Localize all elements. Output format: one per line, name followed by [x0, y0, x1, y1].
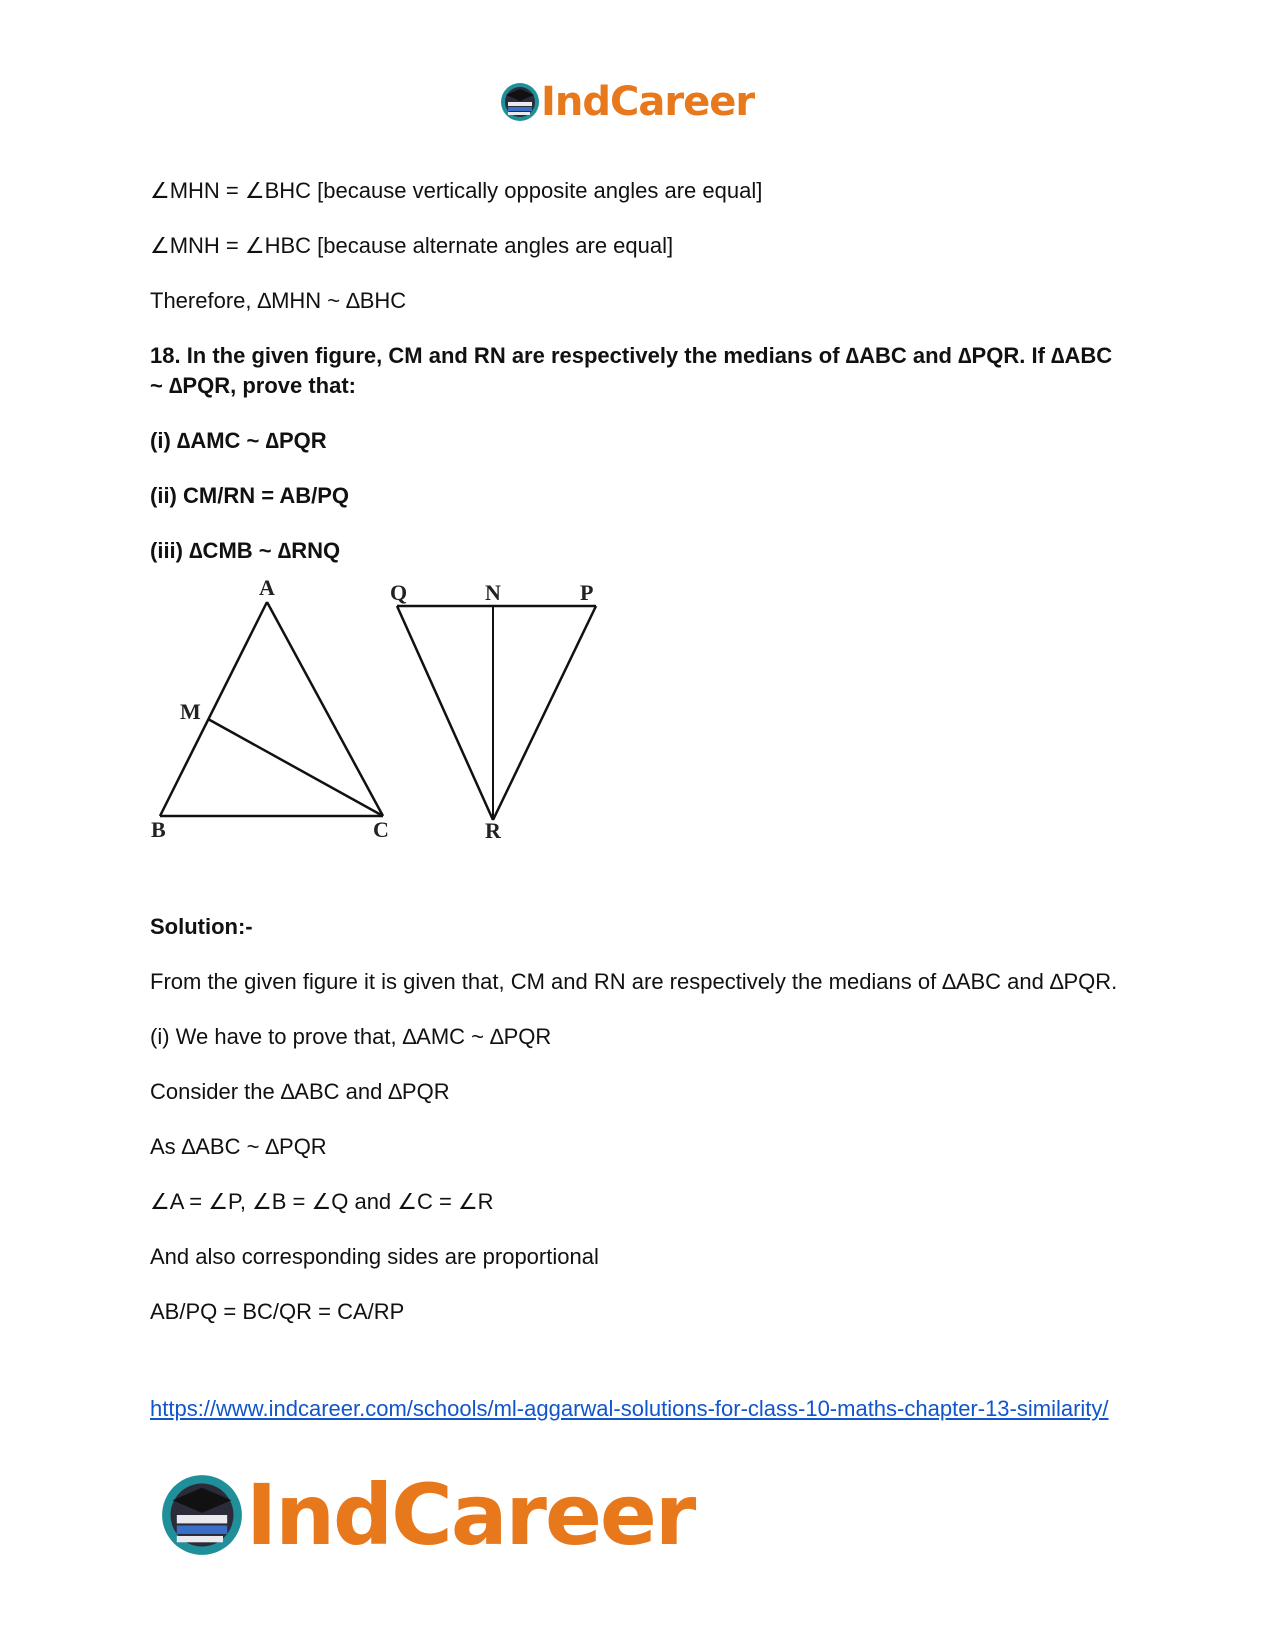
graduation-cap-book-icon	[160, 1473, 244, 1557]
solution-line: From the given figure it is given that, CM and RN are respectively the medians of ∆ABC and ∆PQR.	[150, 969, 1118, 994]
logo-wordmark: IndCareer	[246, 1466, 695, 1564]
solution-heading: Solution:-	[150, 914, 253, 939]
logo-wordmark: IndCareer	[541, 79, 755, 125]
solution-line: ∠A = ∠P, ∠B = ∠Q and ∠C = ∠R	[150, 1189, 494, 1214]
source-link[interactable]: https://www.indcareer.com/schools/ml-aggarwal-solutions-for-class-10-maths-chapter-13-similarity/	[150, 1396, 1109, 1421]
question-part: (ii) CM/RN = AB/PQ	[150, 483, 350, 508]
triangles-figure	[150, 575, 630, 888]
label-N: N	[485, 580, 501, 605]
solution-line: As ∆ABC ~ ∆PQR	[150, 1134, 327, 1159]
label-Q: Q	[390, 580, 408, 605]
footer-logo	[160, 1466, 695, 1564]
question-part: (iii) ∆CMB ~ ∆RNQ	[150, 538, 341, 563]
label-A: A	[259, 575, 275, 600]
label-C: C	[373, 817, 389, 842]
solution-line: Consider the ∆ABC and ∆PQR	[150, 1079, 450, 1104]
solution-line: AB/PQ = BC/QR = CA/RP	[150, 1299, 405, 1324]
solution-section	[150, 912, 1130, 1352]
question-part: (i) ∆AMC ~ ∆PQR	[150, 428, 327, 453]
graduation-cap-book-icon	[500, 82, 540, 122]
solution-line: (i) We have to prove that, ∆AMC ~ ∆PQR	[150, 1024, 552, 1049]
proof-line: Therefore, ∆MHN ~ ∆BHC	[150, 288, 407, 313]
label-M: M	[180, 699, 201, 724]
side-QR	[397, 606, 493, 820]
document-body	[150, 176, 1130, 591]
proof-line: ∠MNH = ∠HBC [because alternate angles are equal]	[150, 233, 674, 258]
proof-line: ∠MHN = ∠BHC [because vertically opposite angles are equal]	[150, 178, 763, 203]
side-AB	[160, 602, 267, 816]
solution-line: And also corresponding sides are proportional	[150, 1244, 599, 1269]
label-P: P	[580, 580, 594, 605]
label-R: R	[485, 818, 501, 843]
label-B: B	[151, 817, 166, 842]
question-text: 18. In the given figure, CM and RN are respectively the medians of ∆ABC and ∆PQR. If ∆ABC ~ ∆PQR, prove that:	[150, 343, 1113, 398]
header-logo	[500, 78, 754, 126]
side-PR	[493, 606, 596, 820]
